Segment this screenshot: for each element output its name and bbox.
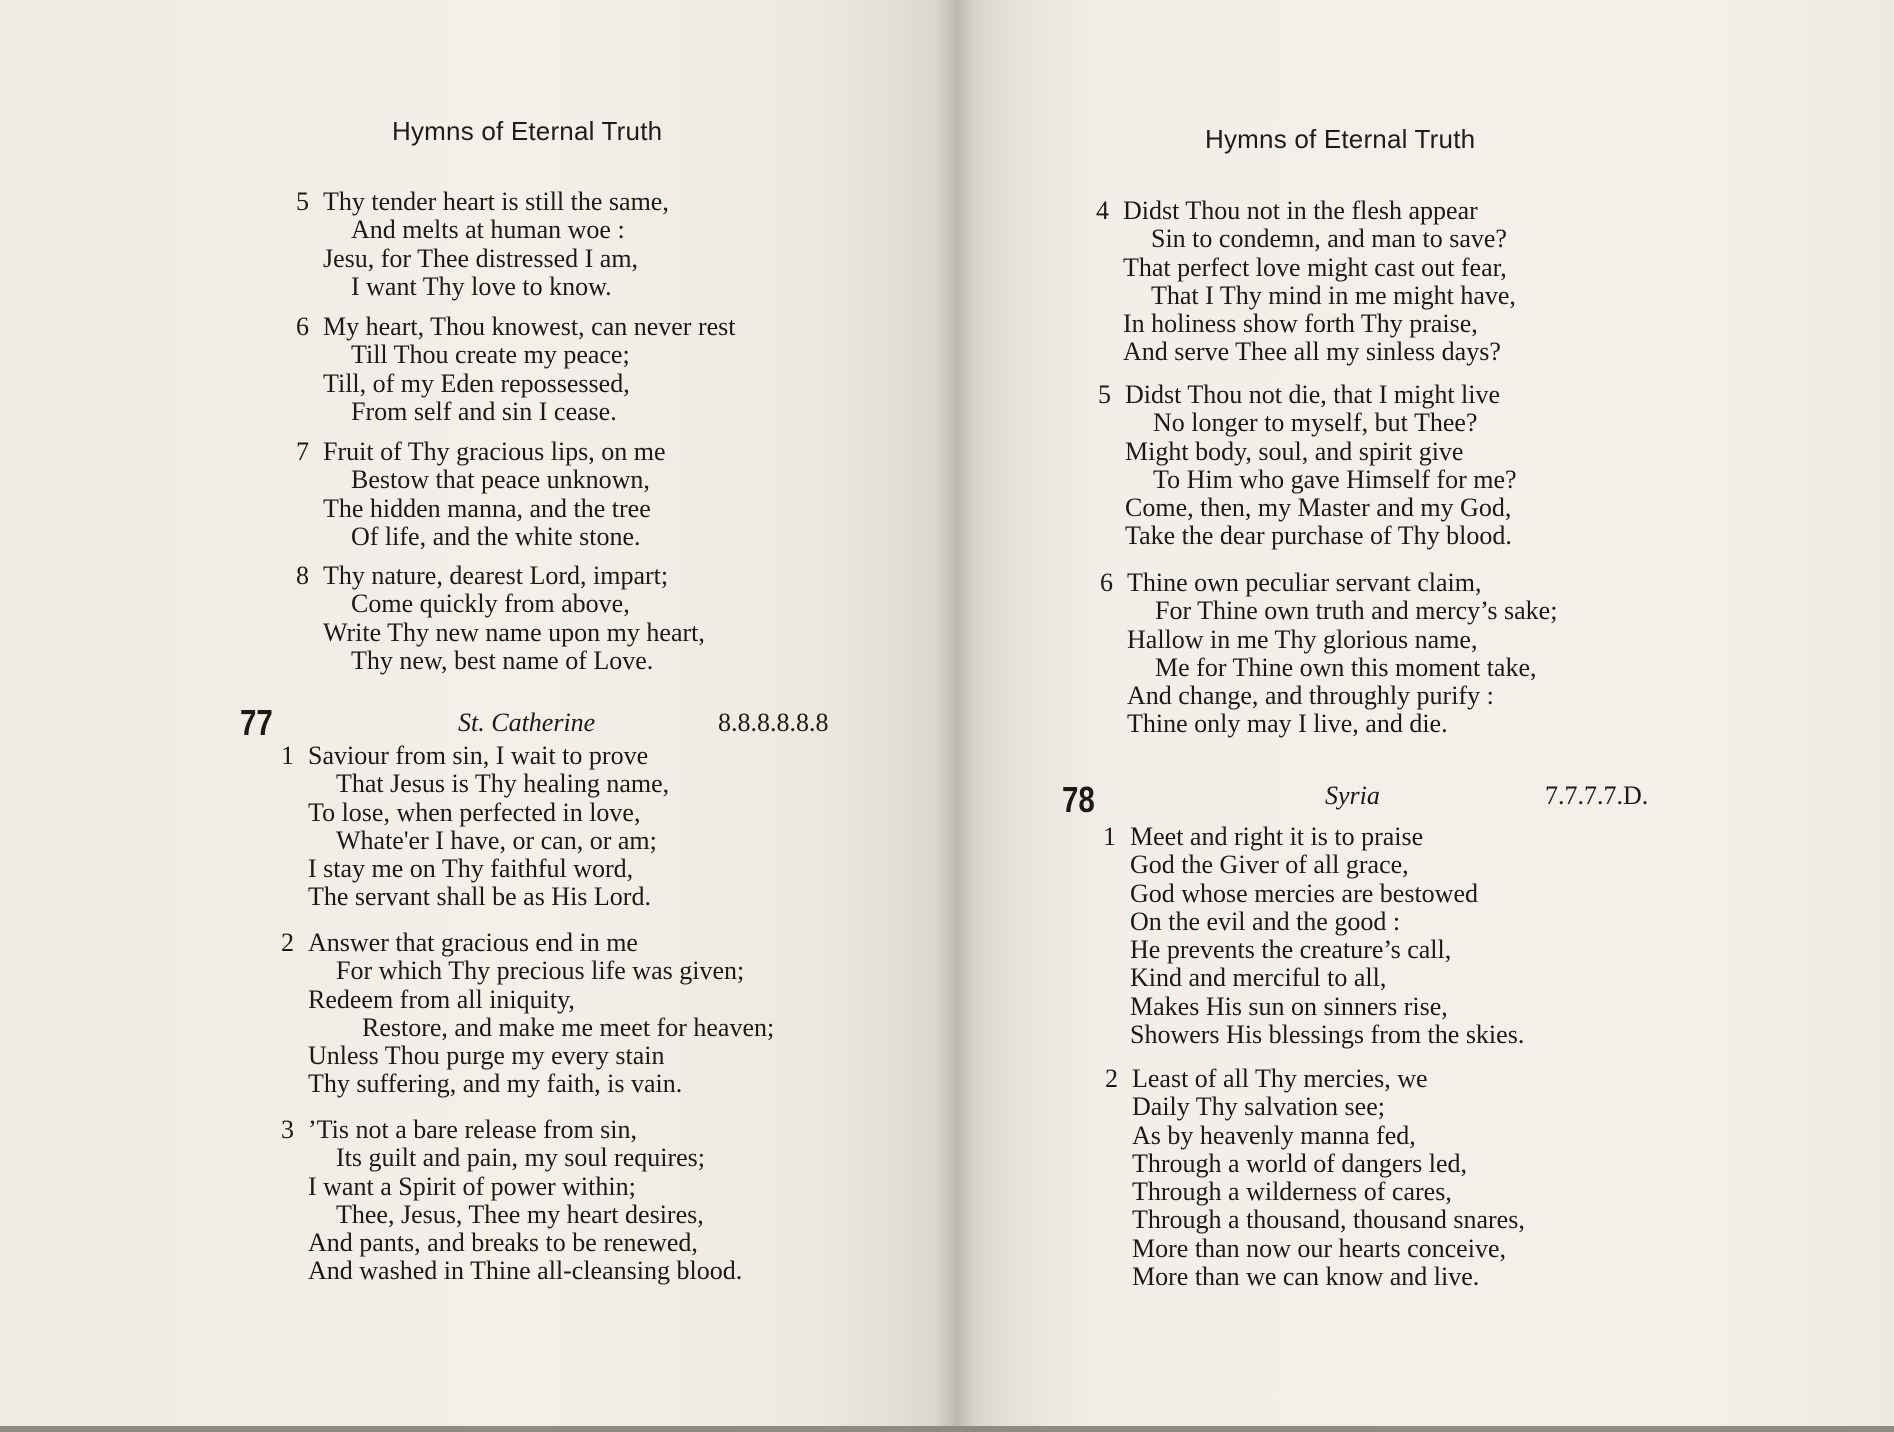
verse-line: My heart, Thou knowest, can never rest (323, 312, 736, 341)
verse-number: 7 (296, 437, 309, 466)
verse-line: And pants, and breaks to be renewed, (308, 1228, 698, 1258)
verse-line: Thee, Jesus, Thee my heart desires, (336, 1199, 704, 1229)
verse-line: Through a world of dangers led, (1132, 1148, 1468, 1178)
verse-line: Least of all Thy mercies, we (1132, 1064, 1428, 1093)
verse-line: And melts at human woe : (351, 215, 625, 245)
verse-line: Thy tender heart is still the same, (323, 187, 669, 216)
hymn-77-verse-3 (281, 1115, 743, 1286)
verse-number: 1 (281, 741, 294, 770)
hymn-78-verse-1 (1103, 822, 1525, 1050)
hymn-77-verse-2 (281, 928, 775, 1099)
verse-line: Didst Thou not in the flesh appear (1123, 196, 1478, 225)
page-bottom-edge (0, 1426, 1894, 1432)
verse-6 (1100, 568, 1558, 739)
verse-7 (296, 437, 666, 551)
tune-name: St. Catherine (458, 708, 596, 737)
verse-line: Thy new, best name of Love. (351, 645, 654, 675)
verse-line: Of life, and the white stone. (351, 521, 641, 551)
verse-line: Hallow in me Thy glorious name, (1127, 624, 1478, 654)
verse-number: 5 (296, 187, 309, 216)
verse-8 (296, 561, 705, 675)
verse-line: Thy nature, dearest Lord, impart; (323, 561, 669, 590)
right-page (955, 0, 1894, 1432)
verse-line: Sin to condemn, and man to save? (1151, 224, 1507, 254)
verse-line: And washed in Thine all-cleansing blood. (308, 1256, 743, 1286)
verse-line: And change, and throughly purify : (1127, 681, 1494, 711)
verse-line: I stay me on Thy faithful word, (308, 854, 634, 884)
verse-line: More than we can know and live. (1132, 1262, 1480, 1292)
verse-line: Till, of my Eden repossessed, (323, 368, 630, 398)
hymn-number: 78 (1062, 779, 1095, 820)
verse-line: And serve Thee all my sinless days? (1123, 337, 1501, 367)
verse-line: For which Thy precious life was given; (336, 956, 745, 986)
verse-line: On the evil and the good : (1130, 906, 1401, 936)
verse-line: Restore, and make me meet for heaven; (362, 1012, 775, 1042)
verse-line: Till Thou create my peace; (351, 340, 630, 370)
running-head: Hymns of Eternal Truth (392, 116, 663, 146)
verse-number: 2 (1105, 1064, 1118, 1093)
verse-line: God whose mercies are bestowed (1130, 878, 1478, 908)
verse-line: ’Tis not a bare release from sin, (308, 1115, 638, 1144)
hymn-number: 77 (240, 702, 273, 743)
verse-line: Its guilt and pain, my soul requires; (336, 1143, 706, 1173)
verse-line: Come quickly from above, (351, 589, 630, 619)
verse-number: 1 (1103, 822, 1116, 851)
verse-line: Saviour from sin, I wait to prove (308, 741, 649, 770)
verse-line: Meet and right it is to praise (1130, 822, 1424, 851)
verse-line: That perfect love might cast out fear, (1123, 252, 1507, 282)
verse-6 (296, 312, 736, 426)
tune-name: Syria (1325, 781, 1380, 810)
verse-line: Thine only may I live, and die. (1127, 709, 1448, 739)
verse-line: No longer to myself, but Thee? (1153, 408, 1478, 438)
verse-5 (1098, 380, 1517, 551)
verse-line: From self and sin I cease. (351, 396, 617, 426)
verse-line: The servant shall be as His Lord. (308, 882, 651, 912)
verse-line: Bestow that peace unknown, (351, 465, 650, 495)
verse-line: In holiness show forth Thy praise, (1123, 309, 1478, 339)
verse-line: Showers His blessings from the skies. (1130, 1020, 1525, 1050)
hymn-78-verse-2 (1105, 1064, 1525, 1292)
book-gutter (935, 0, 975, 1432)
verse-line: As by heavenly manna fed, (1132, 1120, 1416, 1150)
verse-line: That I Thy mind in me might have, (1151, 280, 1516, 310)
verse-number: 4 (1096, 196, 1109, 225)
verse-line: Fruit of Thy gracious lips, on me (323, 437, 666, 466)
verse-line: Unless Thou purge my every stain (308, 1041, 665, 1071)
verse-line: I want a Spirit of power within; (308, 1171, 636, 1201)
verse-line: Through a thousand, thousand snares, (1132, 1205, 1525, 1235)
hymn-77-verse-1 (281, 741, 670, 912)
verse-line: Thy suffering, and my faith, is vain. (308, 1069, 683, 1099)
verse-line: More than now our hearts conceive, (1132, 1233, 1506, 1263)
meter: 8.8.8.8.8.8 (718, 708, 829, 737)
verse-line: To lose, when perfected in love, (308, 797, 641, 827)
verse-line: Take the dear purchase of Thy blood. (1125, 521, 1512, 551)
verse-4 (1096, 196, 1516, 367)
verse-number: 2 (281, 928, 294, 957)
verse-number: 5 (1098, 380, 1111, 409)
verse-line: For Thine own truth and mercy’s sake; (1155, 596, 1558, 626)
verse-line: Jesu, for Thee distressed I am, (323, 243, 639, 273)
verse-line: He prevents the creature’s call, (1130, 935, 1452, 965)
verse-line: Come, then, my Master and my God, (1125, 493, 1512, 523)
verse-line: Thine own peculiar servant claim, (1127, 568, 1482, 597)
verse-line: Write Thy new name upon my heart, (323, 617, 705, 647)
verse-number: 6 (1100, 568, 1113, 597)
verse-line: Kind and merciful to all, (1130, 963, 1387, 993)
verse-5 (296, 187, 669, 301)
verse-line: Through a wilderness of cares, (1132, 1177, 1452, 1207)
verse-line: Might body, soul, and spirit give (1125, 436, 1464, 466)
verse-line: Whate'er I have, or can, or am; (336, 825, 657, 855)
verse-line: God the Giver of all grace, (1130, 850, 1409, 880)
verse-number: 8 (296, 561, 309, 590)
verse-line: I want Thy love to know. (351, 271, 612, 301)
verse-line: Redeem from all iniquity, (308, 984, 575, 1014)
running-head: Hymns of Eternal Truth (1205, 124, 1476, 154)
verse-line: Me for Thine own this moment take, (1155, 652, 1537, 682)
verse-line: Daily Thy salvation see; (1132, 1092, 1385, 1122)
verse-line: The hidden manna, and the tree (323, 493, 651, 523)
verse-line: Answer that gracious end in me (308, 928, 638, 957)
meter: 7.7.7.7.D. (1545, 781, 1649, 810)
verse-number: 6 (296, 312, 309, 341)
verse-number: 3 (281, 1115, 294, 1144)
verse-line: To Him who gave Himself for me? (1153, 464, 1517, 494)
verse-line: Makes His sun on sinners rise, (1130, 991, 1448, 1021)
verse-line: That Jesus is Thy healing name, (336, 769, 670, 799)
verse-line: Didst Thou not die, that I might live (1125, 380, 1501, 409)
